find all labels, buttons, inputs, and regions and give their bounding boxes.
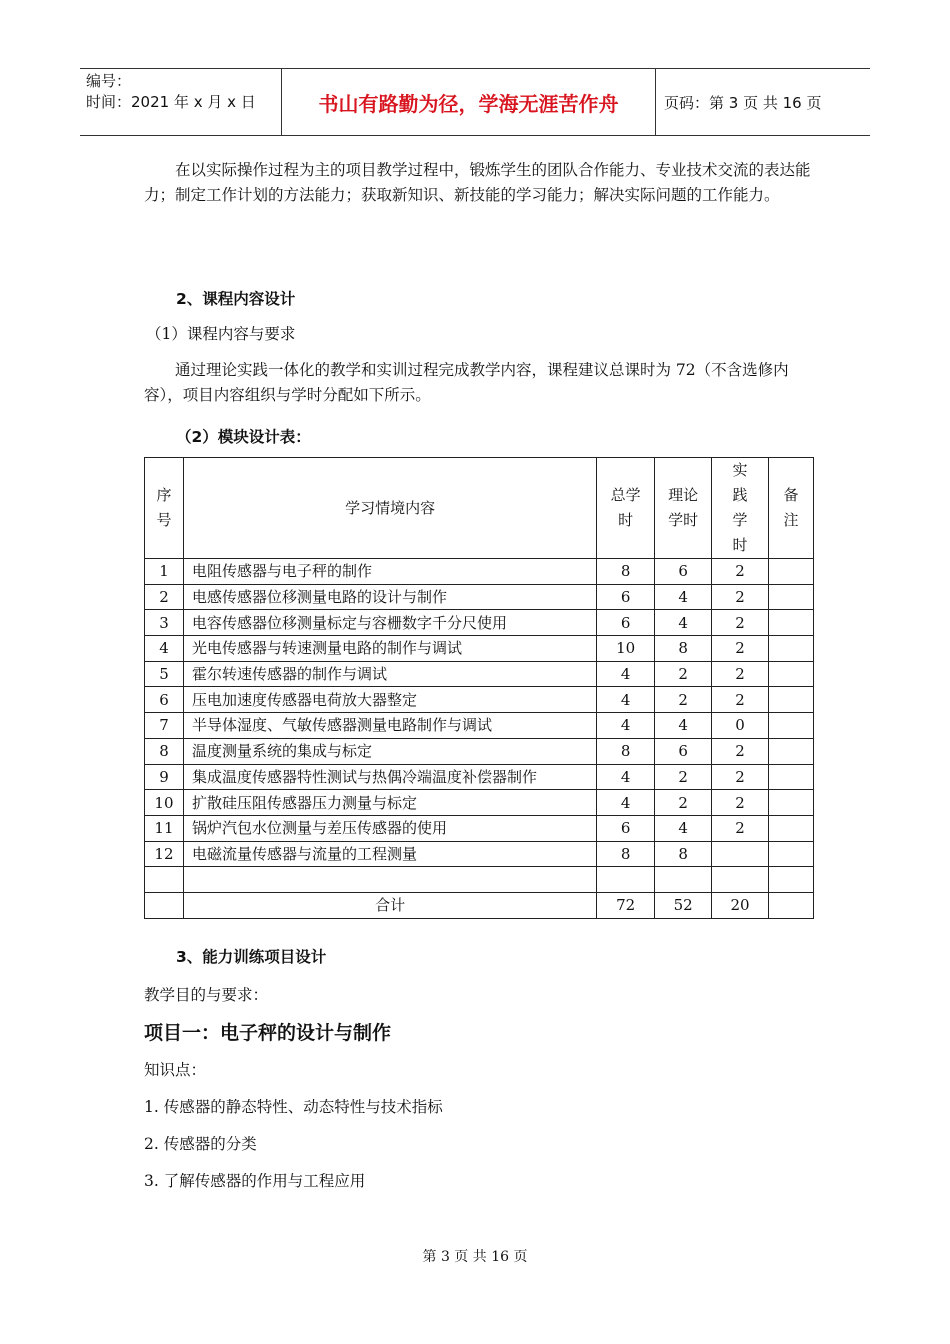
table-row xyxy=(145,687,814,713)
row-total-hours-cell xyxy=(597,867,655,893)
row-total-hours-cell: 10 xyxy=(597,636,655,662)
total-seq-cell xyxy=(145,892,184,918)
document-date: 时间：2021 年 x 月 x 日 xyxy=(86,93,256,111)
section-2-subtitle-2: （2）模块设计表： xyxy=(176,428,311,446)
row-content-cell: 锅炉汽包水位测量与差压传感器的使用 xyxy=(183,815,596,841)
row-total-hours-cell: 6 xyxy=(597,815,655,841)
row-note-cell xyxy=(769,610,814,636)
row-note-cell xyxy=(769,764,814,790)
table-row xyxy=(145,559,814,585)
module-design-table xyxy=(144,457,814,919)
row-seq-cell: 10 xyxy=(145,790,184,816)
row-note-cell xyxy=(769,815,814,841)
row-content-cell: 半导体湿度、气敏传感器测量电路制作与调试 xyxy=(183,713,596,739)
row-note-cell xyxy=(769,687,814,713)
row-seq-cell: 9 xyxy=(145,764,184,790)
page-footer: 第 3 页 共 16 页 xyxy=(422,1249,528,1265)
row-total-hours-cell: 8 xyxy=(597,841,655,867)
total-theory-hours: 52 xyxy=(655,892,712,918)
section-2-title: 2、课程内容设计 xyxy=(176,290,296,308)
table-row xyxy=(145,661,814,687)
row-seq-cell: 4 xyxy=(145,636,184,662)
table-row xyxy=(145,584,814,610)
row-content-cell: 电容传感器位移测量标定与容栅数字千分尺使用 xyxy=(183,610,596,636)
row-theory-hours-cell: 4 xyxy=(655,610,712,636)
section-3-title: 3、能力训练项目设计 xyxy=(176,948,327,966)
row-seq-cell: 5 xyxy=(145,661,184,687)
total-note xyxy=(769,892,814,918)
row-note-cell xyxy=(769,841,814,867)
row-total-hours-cell: 4 xyxy=(597,764,655,790)
row-note-cell xyxy=(769,636,814,662)
row-practice-hours-cell: 2 xyxy=(712,584,769,610)
row-theory-hours-cell: 6 xyxy=(655,738,712,764)
table-row xyxy=(145,610,814,636)
row-total-hours-cell: 6 xyxy=(597,610,655,636)
row-practice-hours-cell: 0 xyxy=(712,713,769,739)
knowledge-point-2: 2. 传感器的分类 xyxy=(144,1135,257,1153)
row-practice-hours-cell: 2 xyxy=(712,636,769,662)
row-seq-cell: 12 xyxy=(145,841,184,867)
table-total-row xyxy=(145,892,814,918)
row-theory-hours-cell: 8 xyxy=(655,636,712,662)
header-note: 备注 xyxy=(769,458,814,559)
row-note-cell xyxy=(769,790,814,816)
row-practice-hours-cell xyxy=(712,841,769,867)
table-header-row xyxy=(145,458,814,559)
row-total-hours-cell: 4 xyxy=(597,661,655,687)
table-row xyxy=(145,790,814,816)
row-content-cell: 压电加速度传感器电荷放大器整定 xyxy=(183,687,596,713)
row-practice-hours-cell: 2 xyxy=(712,738,769,764)
row-content-cell: 扩散硅压阻传感器压力测量与标定 xyxy=(183,790,596,816)
row-practice-hours-cell: 2 xyxy=(712,661,769,687)
row-total-hours-cell: 4 xyxy=(597,713,655,739)
row-content-cell xyxy=(183,867,596,893)
total-hours: 72 xyxy=(597,892,655,918)
row-theory-hours-cell: 6 xyxy=(655,559,712,585)
row-theory-hours-cell: 2 xyxy=(655,661,712,687)
row-theory-hours-cell: 4 xyxy=(655,713,712,739)
row-practice-hours-cell: 2 xyxy=(712,790,769,816)
row-total-hours-cell: 8 xyxy=(597,738,655,764)
table-row xyxy=(145,636,814,662)
row-seq-cell: 3 xyxy=(145,610,184,636)
header-seq: 序号 xyxy=(145,458,184,559)
row-theory-hours-cell: 2 xyxy=(655,790,712,816)
row-practice-hours-cell xyxy=(712,867,769,893)
table-row xyxy=(145,764,814,790)
header-total-hours: 总学时 xyxy=(597,458,655,559)
table-row xyxy=(145,815,814,841)
row-note-cell xyxy=(769,584,814,610)
total-label: 合计 xyxy=(183,892,596,918)
header-content: 学习情境内容 xyxy=(183,458,596,559)
knowledge-point-1: 1. 传感器的静态特性、动态特性与技术指标 xyxy=(144,1098,443,1116)
row-note-cell xyxy=(769,867,814,893)
row-practice-hours-cell: 2 xyxy=(712,764,769,790)
row-content-cell: 温度测量系统的集成与标定 xyxy=(183,738,596,764)
row-theory-hours-cell: 8 xyxy=(655,841,712,867)
row-note-cell xyxy=(769,559,814,585)
row-seq-cell: 11 xyxy=(145,815,184,841)
row-theory-hours-cell: 4 xyxy=(655,815,712,841)
row-seq-cell: 1 xyxy=(145,559,184,585)
row-theory-hours-cell xyxy=(655,867,712,893)
row-practice-hours-cell: 2 xyxy=(712,610,769,636)
row-practice-hours-cell: 2 xyxy=(712,559,769,585)
row-note-cell xyxy=(769,661,814,687)
row-content-cell: 电阻传感器与电子秤的制作 xyxy=(183,559,596,585)
header-practice-hours: 实践学时 xyxy=(712,458,769,559)
row-content-cell: 电磁流量传感器与流量的工程测量 xyxy=(183,841,596,867)
table-row xyxy=(145,738,814,764)
section-2-paragraph: 通过理论实践一体化的教学和实训过程完成教学内容，课程建议总课时为 72（不含选修内容），项目内容组织与学时分配如下所示。 xyxy=(144,361,789,404)
row-total-hours-cell: 8 xyxy=(597,559,655,585)
table-row xyxy=(145,867,814,893)
teaching-goal-label: 教学目的与要求： xyxy=(144,986,269,1004)
row-theory-hours-cell: 4 xyxy=(655,584,712,610)
section-2-subtitle-1: （1）课程内容与要求 xyxy=(146,325,296,343)
intro-paragraph: 在以实际操作过程为主的项目教学过程中，锻炼学生的团队合作能力、专业技术交流的表达能力；制定工作计划的方法能力；获取新知识、新技能的学习能力；解决实际问题的工作能力。 xyxy=(144,161,811,204)
row-total-hours-cell: 6 xyxy=(597,584,655,610)
row-note-cell xyxy=(769,713,814,739)
header-meta xyxy=(80,69,282,135)
row-content-cell: 电感传感器位移测量电路的设计与制作 xyxy=(183,584,596,610)
row-total-hours-cell: 4 xyxy=(597,790,655,816)
project-one-title: 项目一：电子秤的设计与制作 xyxy=(144,1022,392,1044)
row-note-cell xyxy=(769,738,814,764)
row-practice-hours-cell: 2 xyxy=(712,687,769,713)
table-row xyxy=(145,841,814,867)
row-seq-cell xyxy=(145,867,184,893)
row-seq-cell: 7 xyxy=(145,713,184,739)
row-theory-hours-cell: 2 xyxy=(655,687,712,713)
row-seq-cell: 8 xyxy=(145,738,184,764)
row-content-cell: 霍尔转速传感器的制作与调试 xyxy=(183,661,596,687)
row-total-hours-cell: 4 xyxy=(597,687,655,713)
knowledge-points-label: 知识点： xyxy=(144,1061,207,1079)
row-seq-cell: 2 xyxy=(145,584,184,610)
row-theory-hours-cell: 2 xyxy=(655,764,712,790)
page-header xyxy=(80,68,870,136)
row-seq-cell: 6 xyxy=(145,687,184,713)
row-content-cell: 集成温度传感器特性测试与热偶冷端温度补偿器制作 xyxy=(183,764,596,790)
row-practice-hours-cell: 2 xyxy=(712,815,769,841)
total-practice-hours: 20 xyxy=(712,892,769,918)
document-number-label: 编号： xyxy=(86,72,132,90)
header-theory-hours: 理论学时 xyxy=(655,458,712,559)
knowledge-point-3: 3. 了解传感器的作用与工程应用 xyxy=(144,1172,366,1190)
header-page-number: 页码：第 3 页 共 16 页 xyxy=(664,93,822,112)
row-content-cell: 光电传感器与转速测量电路的制作与调试 xyxy=(183,636,596,662)
header-motto: 书山有路勤为径，学海无涯苦作舟 xyxy=(282,69,656,135)
table-row xyxy=(145,713,814,739)
